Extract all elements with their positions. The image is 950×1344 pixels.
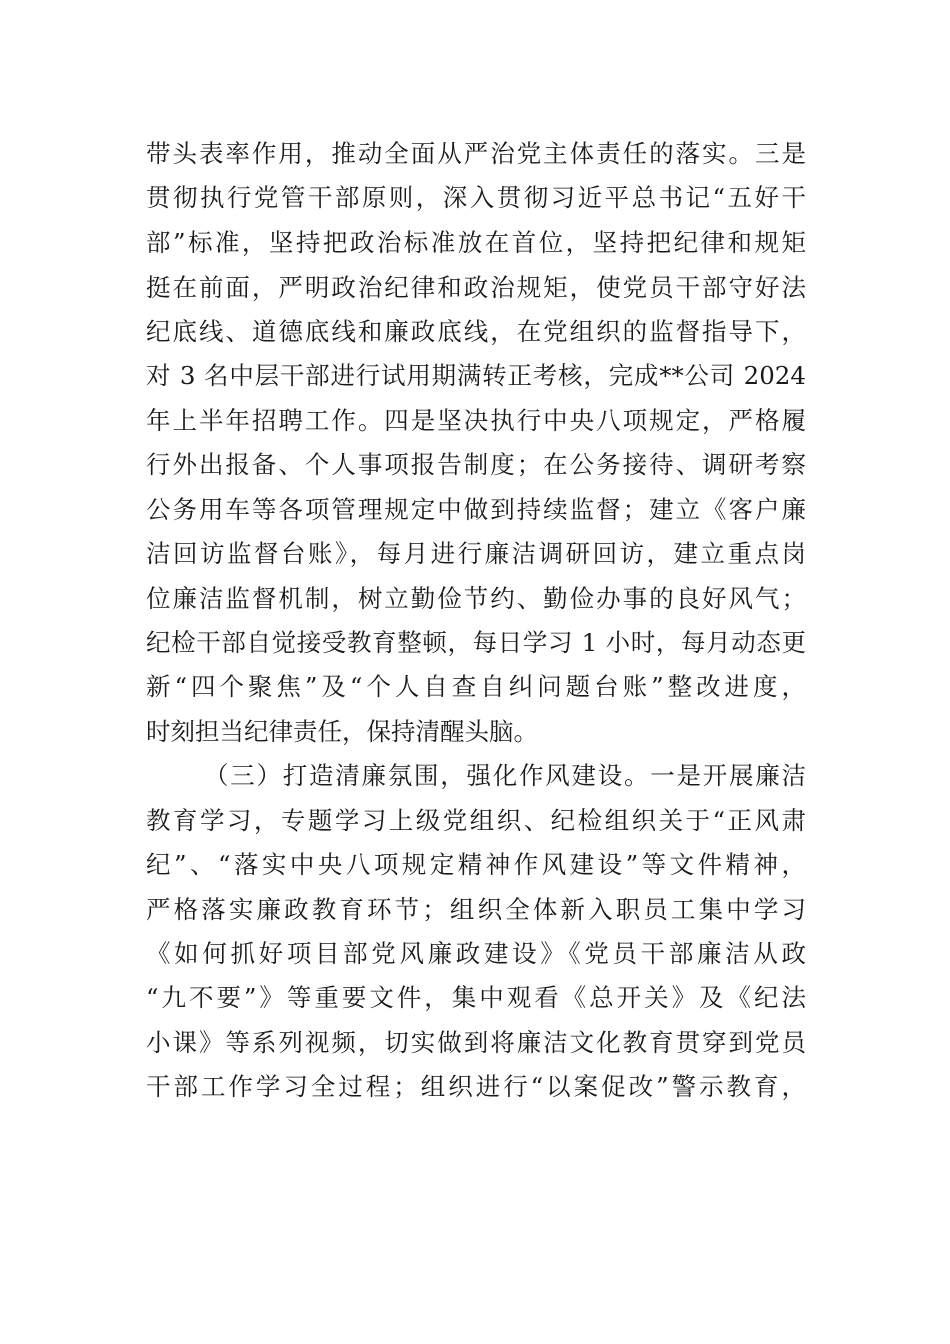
text-line-9: 公务用车等各项管理规定中做到持续监督；建立《客户廉 — [146, 495, 806, 524]
text-line-22: 干部工作学习全过程；组织进行“以案促改”警示教育， — [146, 1072, 806, 1101]
text-line-19: 《如何抓好项目部党风廉政建设》《党员干部廉洁从政 — [146, 939, 806, 968]
text-line-18: 严格落实廉政教育环节；组织全体新入职员工集中学习 — [146, 895, 806, 924]
text-line-14: 时刻担当纪律责任，保持清醒头脑。 — [146, 717, 538, 746]
text-line-20: “九不要”》等重要文件，集中观看《总开关》及《纪法 — [146, 983, 806, 1012]
section-heading-line: （三）打造清廉氛围，强化作风建设。一是开展廉洁 — [204, 761, 806, 790]
text-line-10: 洁回访监督台账》，每月进行廉洁调研回访，建立重点岗 — [146, 539, 806, 568]
text-line-5: 纪底线、道德底线和廉政底线，在党组织的监督指导下， — [146, 317, 806, 346]
text-line-8: 行外出报备、个人事项报告制度；在公务接待、调研考察 — [146, 450, 806, 479]
text-line-3: 部”标准，坚持把政治标准放在首位，坚持把纪律和规矩 — [146, 228, 806, 257]
text-line-7: 年上半年招聘工作。四是坚决执行中央八项规定，严格履 — [146, 406, 806, 435]
text-line-11: 位廉洁监督机制，树立勤俭节约、勤俭办事的良好风气； — [146, 584, 806, 613]
text-line-17: 纪”、“落实中央八项规定精神作风建设”等文件精神， — [146, 850, 806, 879]
text-line-2: 贯彻执行党管干部原则，深入贯彻习近平总书记“五好干 — [146, 183, 806, 212]
text-line-16: 教育学习，专题学习上级党组织、纪检组织关于“正风肃 — [146, 806, 806, 835]
text-line-4: 挺在前面，严明政治纪律和政治规矩，使党员干部守好法 — [146, 273, 806, 302]
text-line-6: 对 3 名中层干部进行试用期满转正考核，完成**公司 2024 — [146, 361, 806, 390]
text-line-21: 小课》等系列视频，切实做到将廉洁文化教育贯穿到党员 — [146, 1028, 806, 1057]
text-line-1: 带头表率作用，推动全面从严治党主体责任的落实。三是 — [146, 139, 806, 168]
text-line-13: 新“四个聚焦”及“个人自查自纠问题台账”整改进度， — [146, 672, 806, 701]
text-line-12: 纪检干部自觉接受教育整顿，每日学习 1 小时，每月动态更 — [146, 628, 806, 657]
